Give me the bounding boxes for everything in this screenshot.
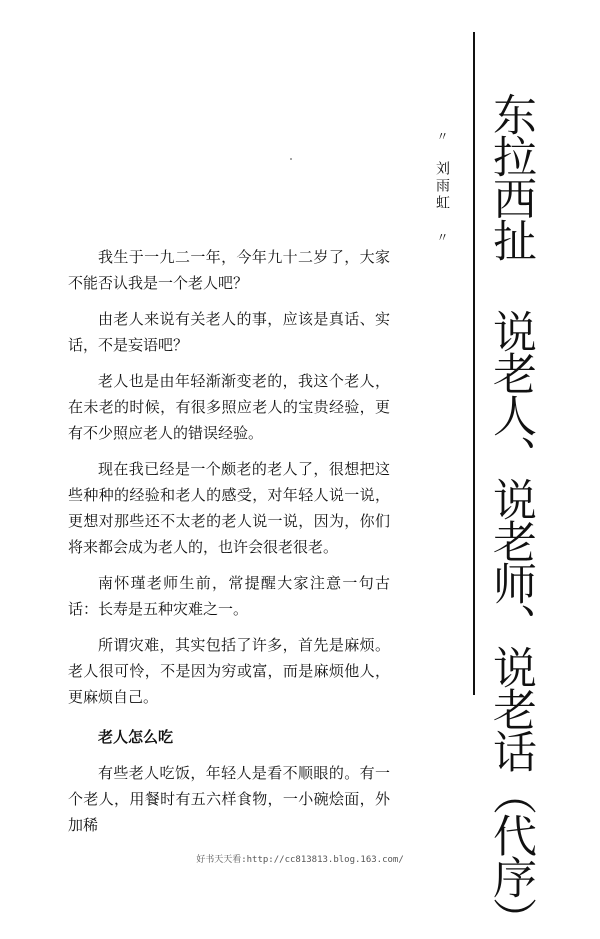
paragraph: 现在我已经是一个颇老的老人了，很想把这些种种的经验和老人的感受，对年轻人说一说，更想对那些还不太老的老人说一说，因为，你们将来都会成为老人的，也许会很老很老。 xyxy=(68,460,390,556)
paragraph: 老人也是由年轻渐渐变老的，我这个老人，在未老的时候，有很多照应老人的宝贵经验，更有不少照应老人的错误经验。 xyxy=(68,372,390,442)
title-divider-line xyxy=(473,32,475,695)
author-byline xyxy=(432,130,452,243)
author-mark-bottom: 〃 xyxy=(435,231,449,243)
paragraph: 我生于一九二一年，今年九十二岁了，大家不能否认我是一个老人吧？ xyxy=(68,248,390,292)
paragraph: 南怀瑾老师生前，常提醒大家注意一句古话：长寿是五种灾难之一。 xyxy=(68,574,390,618)
author-name: 刘雨虹 xyxy=(434,161,450,212)
print-speck xyxy=(290,158,292,160)
paragraph: 由老人来说有关老人的事，应该是真话、实话，不是妄语吧？ xyxy=(68,310,390,354)
paragraph: 所谓灾难，其实包括了许多，首先是麻烦。老人很可怜，不是因为穷或富，而是麻烦他人，更麻烦自己。 xyxy=(68,636,390,706)
chapter-title: 东拉西扯 说老人、说老师、说老话（代序） xyxy=(485,92,536,939)
body-text xyxy=(68,244,390,848)
footer-watermark-link[interactable]: 好书天天看:http://cc813813.blog.163.com/ xyxy=(196,855,404,865)
section-heading: 老人怎么吃 xyxy=(98,728,174,746)
paragraph: 有些老人吃饭，年轻人是看不顺眼的。有一个老人，用餐时有五六样食物，一小碗烩面，外加稀 xyxy=(68,764,390,834)
author-mark-top: 〃 xyxy=(435,130,449,142)
